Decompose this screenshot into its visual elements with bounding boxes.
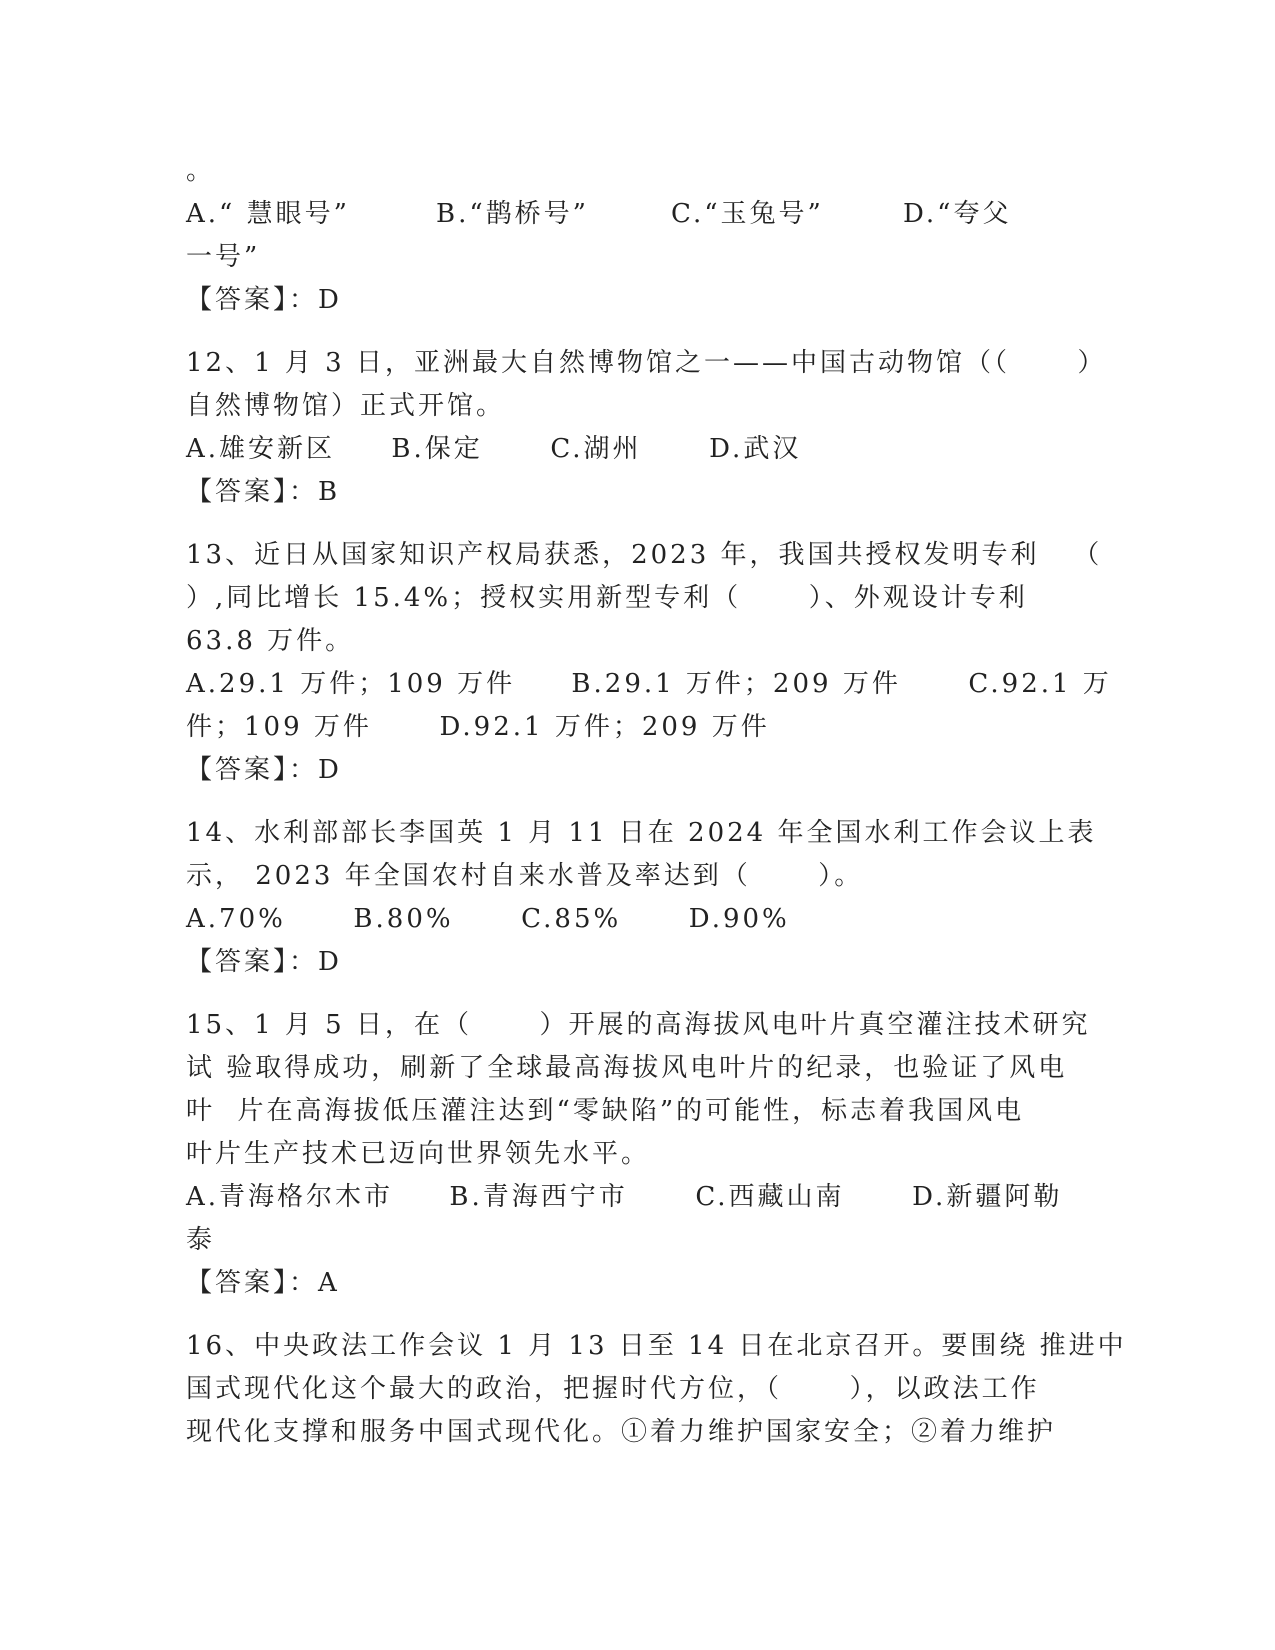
option-d: D.“夸父 bbox=[903, 199, 1012, 229]
question-15-stem-continued-3: 叶片生产技术已迈向世界领先水平。 bbox=[186, 1139, 651, 1169]
question-14-options: A.70% B.80% C.85% D.90% bbox=[186, 904, 790, 934]
question-12-options: A.雄安新区 B.保定 C.湖州 D.武汉 bbox=[186, 434, 802, 464]
question-16-stem: 16、中央政法工作会议 1 月 13 日至 14 日在北京召开。要围绕 推进中 bbox=[186, 1331, 1127, 1361]
option-d-continued: 一号” bbox=[186, 242, 261, 272]
question-11-options bbox=[186, 193, 1086, 236]
question-15-stem: 15、1 月 5 日，在（ ）开展的高海拔风电叶片真空灌注技术研究 bbox=[186, 1010, 1091, 1040]
question-11-tail: 。 bbox=[186, 156, 216, 186]
question-15-stem-continued-2: 叶 片在高海拔低压灌注达到“零缺陷”的可能性，标志着我国风电 bbox=[186, 1096, 1025, 1126]
question-12-stem-continued: 自然博物馆）正式开馆。 bbox=[186, 391, 506, 421]
question-15-options: A.青海格尔木市 B.青海西宁市 C.西藏山南 D.新疆阿勒 bbox=[186, 1182, 1063, 1212]
option-b: B.“鹊桥号” bbox=[436, 199, 589, 229]
question-12-answer: 【答案】：B bbox=[186, 477, 341, 507]
question-14-answer: 【答案】：D bbox=[186, 947, 342, 977]
document-page bbox=[186, 150, 1127, 1454]
question-13-stem: 13、近日从国家知识产权局获悉，2023 年，我国共授权发明专利 （ bbox=[186, 540, 1103, 570]
question-13-answer: 【答案】：D bbox=[186, 755, 342, 785]
question-15-answer: 【答案】：A bbox=[186, 1268, 340, 1298]
question-13-stem-continued-2: 63.8 万件。 bbox=[186, 626, 355, 656]
question-16-stem-continued: 国式现代化这个最大的政治，把握时代方位，（ ），以政法工作 bbox=[186, 1374, 1040, 1404]
question-15-options-continued: 泰 bbox=[186, 1225, 216, 1255]
question-13-options-continued: 件；109 万件 D.92.1 万件；209 万件 bbox=[186, 712, 770, 742]
question-13-options: A.29.1 万件；109 万件 B.29.1 万件；209 万件 C.92.1 万 bbox=[186, 669, 1112, 699]
option-c: C.“玉兔号” bbox=[671, 199, 824, 229]
question-13-stem-continued: ）,同比增长 15.4%；授权实用新型专利（ ）、外观设计专利 bbox=[186, 583, 1028, 613]
question-14-stem: 14、水利部部长李国英 1 月 11 日在 2024 年全国水利工作会议上表 bbox=[186, 818, 1097, 848]
question-14-stem-continued: 示， 2023 年全国农村自来水普及率达到（ ）。 bbox=[186, 861, 864, 891]
question-12-stem: 12、1 月 3 日，亚洲最大自然博物馆之一——中国古动物馆（（ ） bbox=[186, 348, 1107, 378]
option-a: A.“ 慧眼号” bbox=[186, 199, 350, 229]
question-15-stem-continued: 试 验取得成功，刷新了全球最高海拔风电叶片的纪录，也验证了风电 bbox=[186, 1053, 1068, 1083]
question-11-answer: 【答案】：D bbox=[186, 285, 342, 315]
question-16-stem-continued-2: 现代化支撑和服务中国式现代化。①着力维护国家安全；②着力维护 bbox=[186, 1417, 1057, 1447]
